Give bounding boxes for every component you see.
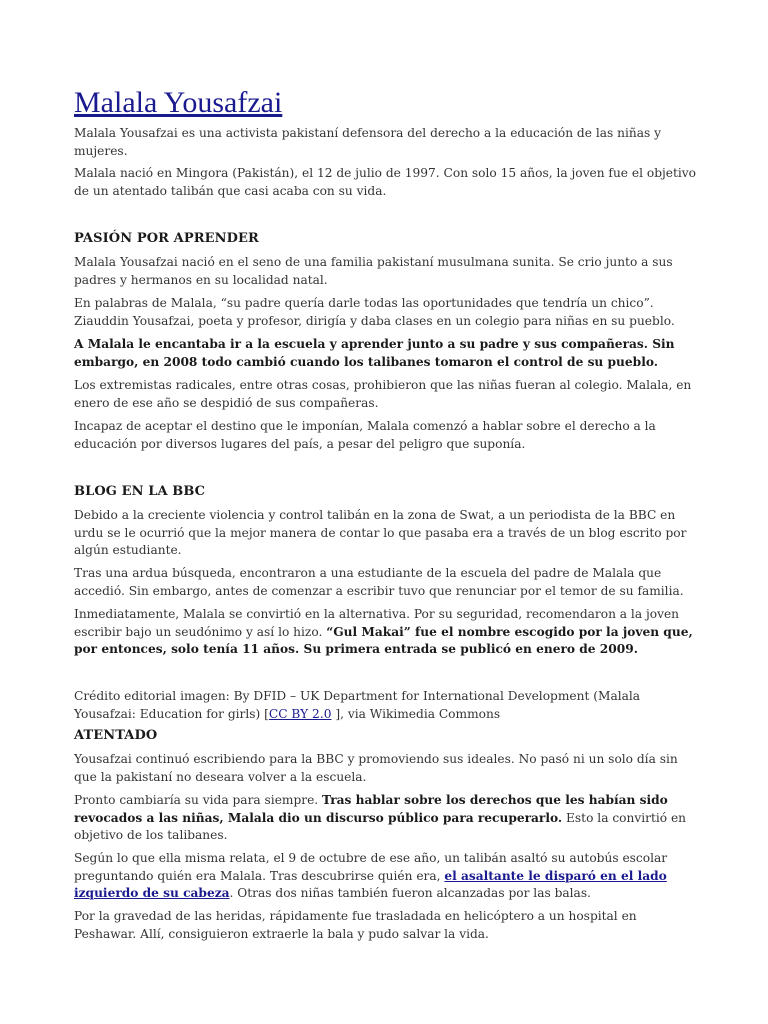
section3-p2-text-before: Pronto cambiaría su vida para siempre. [74, 793, 323, 807]
intro-paragraph-1: Malala Yousafzai es una activista pakistaní defensora del derecho a la educación de las niñas y mujeres. [74, 126, 661, 158]
section3-p2-text-after: Esto la convirtió en objetivo de los talibanes. [74, 810, 687, 842]
section1-bold-text: A Malala le encantaba ir a la escuela y aprender junto a su padre y sus compañeras. Sin embargo, en 2008 todo cambió cuando los talibanes tomaron el control de su pueblo. [74, 337, 675, 369]
section1-paragraph-1: Malala Yousafzai nació en el seno de una familia pakistaní musulmana sunita. Se crio junto a sus padres y hermanos en su localidad natal. [74, 255, 673, 287]
section3-paragraph-3 [74, 850, 702, 903]
section3-p3-text-before: Según lo que ella misma relata, el 9 de octubre de ese año, un talibán asaltó su autobús escolar preguntando quién era Malala. Tras descubrirse quién era, [74, 851, 668, 883]
section2-paragraph-3 [74, 606, 702, 659]
section3-paragraph-2 [74, 792, 702, 845]
section1-paragraph-5: Incapaz de aceptar el destino que le imponían, Malala comenzó a hablar sobre el derecho a la educación por diversos lugares del país, a pesar del peligro que suponía. [74, 419, 656, 451]
credit-text-after: ], via Wikimedia Commons [331, 706, 501, 721]
page-title: Malala Yousafzai [74, 86, 283, 119]
section1-paragraph-4: Los extremistas radicales, entre otras cosas, prohibieron que las niñas fueran al colegio. Malala, en enero de ese año se despidió de sus compañeras. [74, 378, 692, 410]
cc-license-link[interactable]: CC BY 2.0 [268, 706, 332, 721]
section2-paragraph-1: Debido a la creciente violencia y control talibán en la zona de Swat, a un periodista de la BBC en urdu se le ocurrió que la mejor manera de contar lo que pasaba era a través de un blog escrito por algún estudiante. [74, 508, 687, 557]
section2-text: Inmediatamente, Malala se convirtió en la alternativa. Por su seguridad, recomendaron a la joven escribir bajo un seudónimo y así lo hizo. [74, 607, 680, 639]
section3-p2-bold-text: Tras hablar sobre los derechos que les habían sido revocados a las niñas, Malala dio un discurso público para recuperarlo. [74, 793, 668, 825]
section-heading-pasion: PASIÓN POR APRENDER [74, 231, 259, 246]
section-heading-blog: BLOG EN LA BBC [74, 484, 206, 499]
section3-p3-text-after: . Otras dos niñas también fueron alcanzadas por las balas. [229, 886, 591, 900]
section3-paragraph-1: Yousafzai continuó escribiendo para la BBC y promoviendo sus ideales. No pasó ni un solo día sin que la pakistaní no deseara volver a la escuela. [74, 752, 678, 784]
section2-paragraph-2: Tras una ardua búsqueda, encontraron a una estudiante de la escuela del padre de Malala que accedió. Sin embargo, antes de comenzar a escribir tuvo que renunciar por el temor de su familia. [74, 566, 684, 598]
section2-bold-text: “Gul Makai” fue el nombre escogido por la joven que, por entonces, solo tenía 11 años. Su primera entrada se publicó en enero de 2009. [74, 624, 693, 656]
section1-paragraph-2: En palabras de Malala, “su padre quería darle todas las oportunidades que tendría un chico”. Ziauddin Yousafzai, poeta y profesor, dirigía y daba clases en un colegio para niñas en su pueblo. [74, 296, 675, 328]
shooting-article-link[interactable]: el asaltante le disparó en el lado izquierdo de su cabeza [74, 868, 667, 900]
section-heading-atentado: ATENTADO [74, 728, 158, 743]
image-credit [74, 688, 702, 723]
intro-paragraph-2: Malala nació en Mingora (Pakistán), el 12 de julio de 1997. Con solo 15 años, la joven fue el objetivo de un atentado talibán que casi acaba con su vida. [74, 166, 697, 198]
credit-text-before: Crédito editorial imagen: By DFID – UK Department for International Development (Malala Yousafzai: Education for girls) [ [74, 689, 641, 721]
section3-paragraph-4: Por la gravedad de las heridas, rápidamente fue trasladada en helicóptero a un hospital en Peshawar. Allí, consiguieron extraerle la bala y pudo salvar la vida. [74, 909, 637, 941]
section1-paragraph-3 [74, 336, 702, 371]
